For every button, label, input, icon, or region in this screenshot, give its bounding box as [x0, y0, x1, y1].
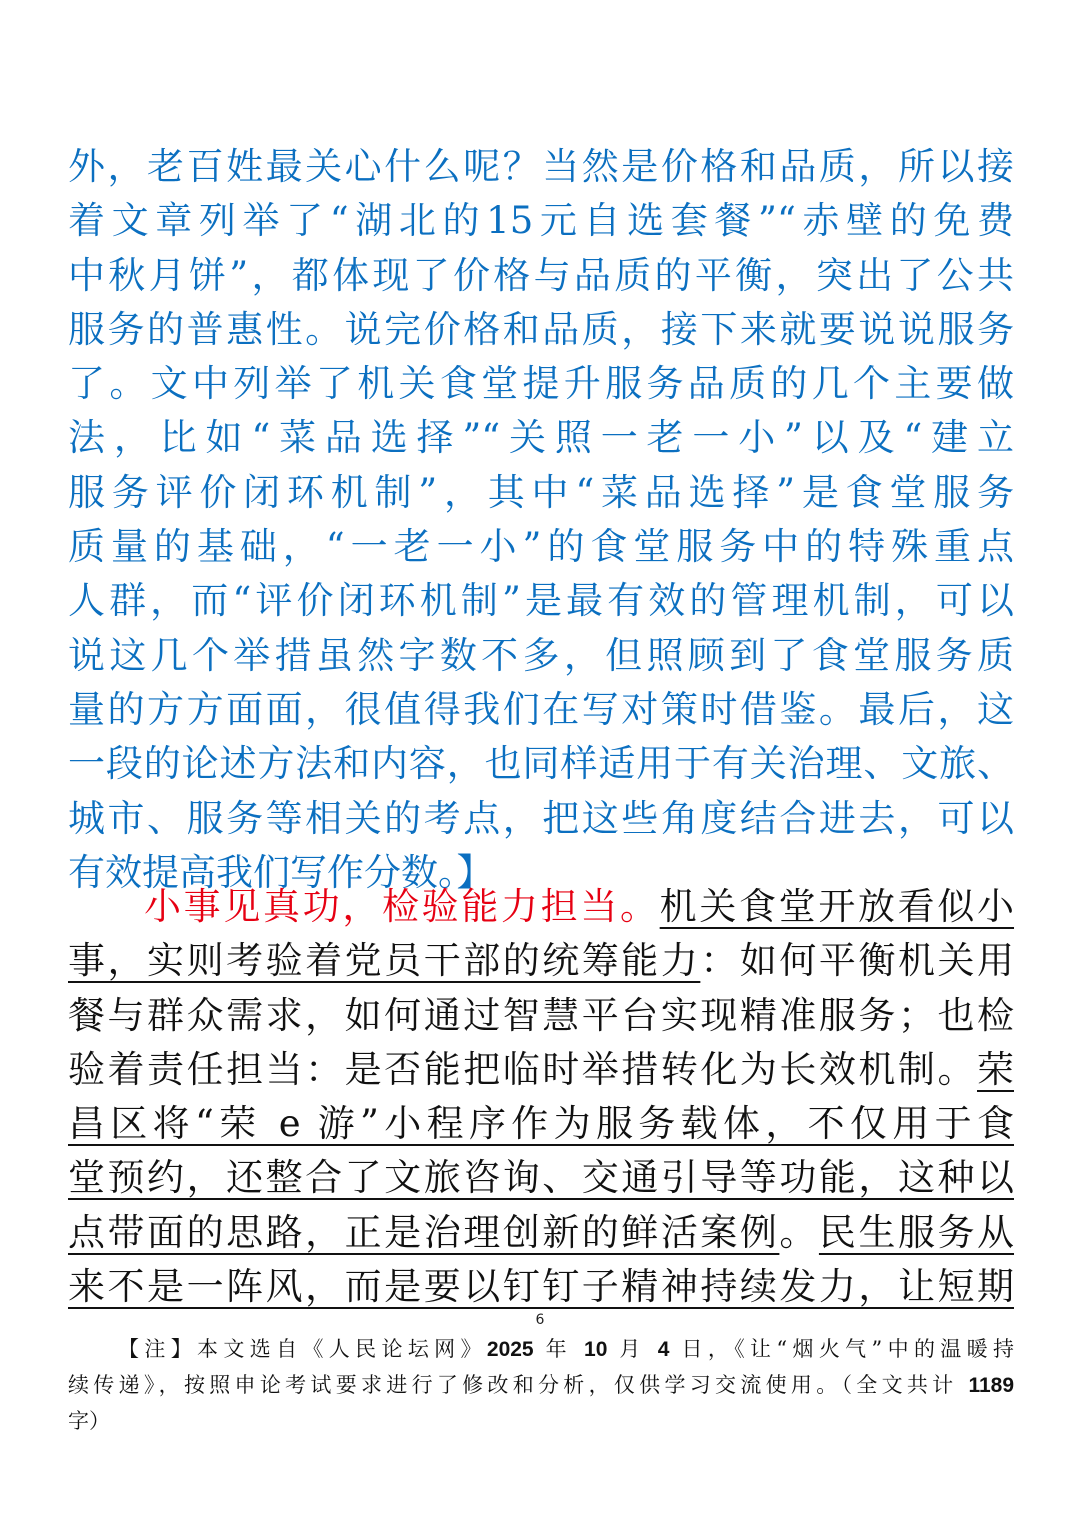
analysis-paragraph	[68, 140, 1014, 900]
note-text: 【注】本文选自《人民论坛网》	[118, 1337, 487, 1361]
essay-line	[68, 880, 1014, 934]
essay-paragraph	[68, 880, 1014, 1314]
note-word-count: 1189	[968, 1374, 1014, 1397]
note-line	[68, 1331, 1014, 1367]
underlined-text: 点带面的思路，正是治理创新的鲜活案例	[68, 1210, 780, 1254]
essay-line	[68, 1151, 1014, 1205]
section-heading: 小事见真功，检验能力担当。	[144, 885, 660, 928]
essay-line	[68, 934, 1014, 988]
underlined-text: 机关食堂开放看似小	[659, 885, 1015, 928]
note-text: 年	[533, 1337, 585, 1361]
analysis-line: 有效提高我们写作分数。】	[68, 850, 494, 894]
note-text: 日，《让“烟火气”中的温暖持	[669, 1337, 1014, 1361]
note-day: 4	[657, 1338, 670, 1361]
essay-line	[68, 1097, 1014, 1151]
underlined-text: 事，实则考验着党员干部的统筹能力	[68, 939, 701, 983]
analysis-line: 城市、服务等相关的考点，把这些角度结合进去，可以	[68, 796, 1014, 840]
essay-text: 。	[779, 1210, 819, 1254]
analysis-line: 服务评价闭环机制”，其中“菜品选择”是食堂服务	[68, 470, 1014, 514]
underlined-text: 来不是一阵风，而是要以钉钉子精神持续发力，让短期	[68, 1265, 1014, 1309]
note-text: 月	[607, 1337, 658, 1361]
analysis-line: 说这几个举措虽然字数不多，但照顾到了食堂服务质	[68, 633, 1014, 677]
source-note	[68, 1331, 1014, 1439]
underlined-text: 民生服务从	[818, 1210, 1015, 1254]
analysis-line: 人群，而“评价闭环机制”是最有效的管理机制，可以	[68, 579, 1014, 623]
analysis-line: 一段的论述方法和内容，也同样适用于有关治理、文旅、	[68, 742, 1014, 786]
analysis-line: 质量的基础，“一老一小”的食堂服务中的特殊重点	[68, 525, 1014, 569]
note-month: 10	[584, 1338, 608, 1361]
analysis-line: 量的方方面面，很值得我们在写对策时借鉴。最后，这	[68, 687, 1014, 731]
note-text: 续传递》，按照申论考试要求进行了修改和分析，仅供学习交流使用。（全文共计	[68, 1373, 969, 1397]
note-line	[68, 1367, 1014, 1403]
essay-text: ：如何平衡机关用	[700, 939, 1015, 983]
analysis-line: 外，老百姓最关心什么呢？当然是价格和品质，所以接	[68, 145, 1014, 188]
underlined-text: 荣	[977, 1047, 1014, 1091]
essay-line	[68, 1260, 1014, 1314]
analysis-line: 服务的普惠性。说完价格和品质，接下来就要说说服务	[68, 307, 1014, 351]
essay-line	[68, 1206, 1014, 1260]
analysis-line: 中秋月饼”，都体现了价格与品质的平衡，突出了公共	[68, 253, 1014, 297]
note-year: 2025	[486, 1338, 534, 1361]
analysis-line: 法，比如“菜品选择”“关照一老一小”以及“建立	[68, 416, 1014, 460]
underlined-text: 堂预约，还整合了文旅咨询、交通引导等功能，这种以	[68, 1156, 1014, 1200]
essay-line	[68, 1043, 1014, 1097]
page-number: 6	[535, 1312, 545, 1328]
analysis-line: 着文章列举了“湖北的15元自选套餐”“赤壁的免费	[68, 199, 1014, 243]
analysis-line: 了。文中列举了机关食堂提升服务品质的几个主要做	[68, 362, 1014, 406]
note-line: 字）	[68, 1409, 110, 1433]
essay-text: 验着责任担当：是否能把临时举措转化为长效机制。	[68, 1047, 977, 1091]
underlined-text: 昌区将“荣 e 游”小程序作为服务载体，不仅用于食	[68, 1102, 1014, 1146]
essay-line: 餐与群众需求，如何通过智慧平台实现精准服务；也检	[68, 993, 1014, 1037]
